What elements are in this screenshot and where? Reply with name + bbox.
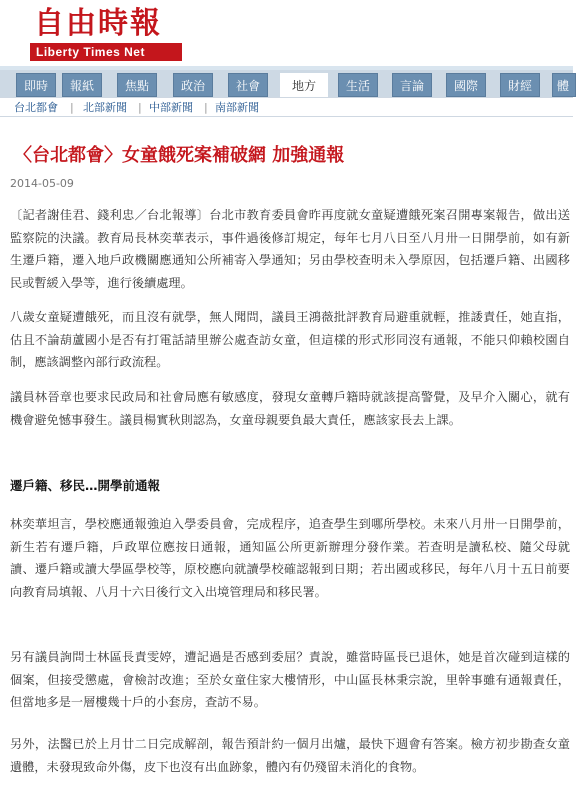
tab-focus[interactable]: 焦點 [117,73,157,97]
logo-english: Liberty Times Net [30,43,182,61]
article-date: 2014-05-09 [10,177,74,190]
tab-politics[interactable]: 政治 [173,73,213,97]
article-paragraph: 八歲女童疑遭餓死，而且沒有就學，無人聞問，議員王鴻薇批評教育局避重就輕，推諉責任，她直指，估且不論葫蘆國小是否有打電話請里辦公處查訪女童，但這樣的形式形同沒有通報，不能只仰賴校園自制，應該調整內部行政流程。 [10,310,570,369]
logo-chinese: 自由時報 [34,6,162,41]
main-nav [0,70,573,97]
article-paragraph: 〔記者謝佳君、錢利忠／台北報導〕台北市教育委員會昨再度就女童疑遭餓死案召開專案報告，做出送監察院的決議。教育局長林奕華表示，事件過後修訂規定，每年七月八日至八月卅一日開學前，如有新生遷戶籍，遷入地戶政機關應通知公所補寄入學通知；另由學校查明未入學原因，包括遷戶籍、出國移民或暫緩入學等，進行後續處理。 [10,208,570,290]
subnav-central[interactable]: 中部新聞 [149,101,193,114]
article-paragraph: 林奕華坦言，學校應通報強迫入學委員會，完成程序，追查學生到哪所學校。未來八月卅一日開學前，新生若有遷戶籍，戶政單位應按日通報，通知區公所更新辦理分發作業。若查明是讀私校、隨父母就讀、遷戶籍或讀大學區學校等，原校應向就讀學校確認報到日期；若出國或移民，每年八月十五日前要向教育局填報、八月十六日後行文入出境管理局和移民署。 [10,517,570,599]
subnav-south[interactable]: 南部新聞 [215,101,259,114]
subnav-separator: | [138,101,142,114]
tab-sports[interactable]: 體 [552,73,576,97]
tab-opinion[interactable]: 言論 [392,73,432,97]
subnav-taipei-metro[interactable]: 台北都會 [14,101,58,114]
article-subheading: 遷戶籍、移民…開學前通報 [10,478,161,493]
article-paragraph: 另有議員詢問士林區長責雯婷，遭記過是否感到委屈？責說，雖當時區長已退休，她是首次碰到這樣的個案，但接受懲處，會檢討改進；至於女童住家大樓情形，中山區長林秉宗說，里幹事雖有通報責任，但當地多是一層樓幾十戶的小套房，查訪不易。 [10,650,570,709]
article-paragraph: 另外，法醫已於上月廿二日完成解剖，報告預計約一個月出爐，最快下週會有答案。檢方初步勘查女童遺體，未發現致命外傷，皮下也沒有出血跡象，體內有仍殘留未消化的食物。 [10,737,570,774]
tab-realtime[interactable]: 即時 [16,73,56,97]
sub-nav [0,97,573,117]
site-logo[interactable] [30,6,180,58]
tab-international[interactable]: 國際 [446,73,486,97]
subnav-north[interactable]: 北部新聞 [83,101,127,114]
subnav-separator: | [70,101,74,114]
tab-local[interactable]: 地方 [280,73,328,97]
tab-finance[interactable]: 財經 [500,73,540,97]
article-paragraph: 議員林晉章也要求民政局和社會局應有敏感度，發現女童轉戶籍時就該提高警覺，及早介入關心，就有機會避免憾事發生。議員楊實秋則認為，女童母親要負最大責任，應該家長去上課。 [10,390,570,427]
tab-society[interactable]: 社會 [228,73,268,97]
tab-life[interactable]: 生活 [338,73,378,97]
article-title: 〈台北都會〉女童餓死案補破網 加強通報 [14,145,345,166]
tab-newspaper[interactable]: 報紙 [62,73,102,97]
subnav-separator: | [204,101,208,114]
